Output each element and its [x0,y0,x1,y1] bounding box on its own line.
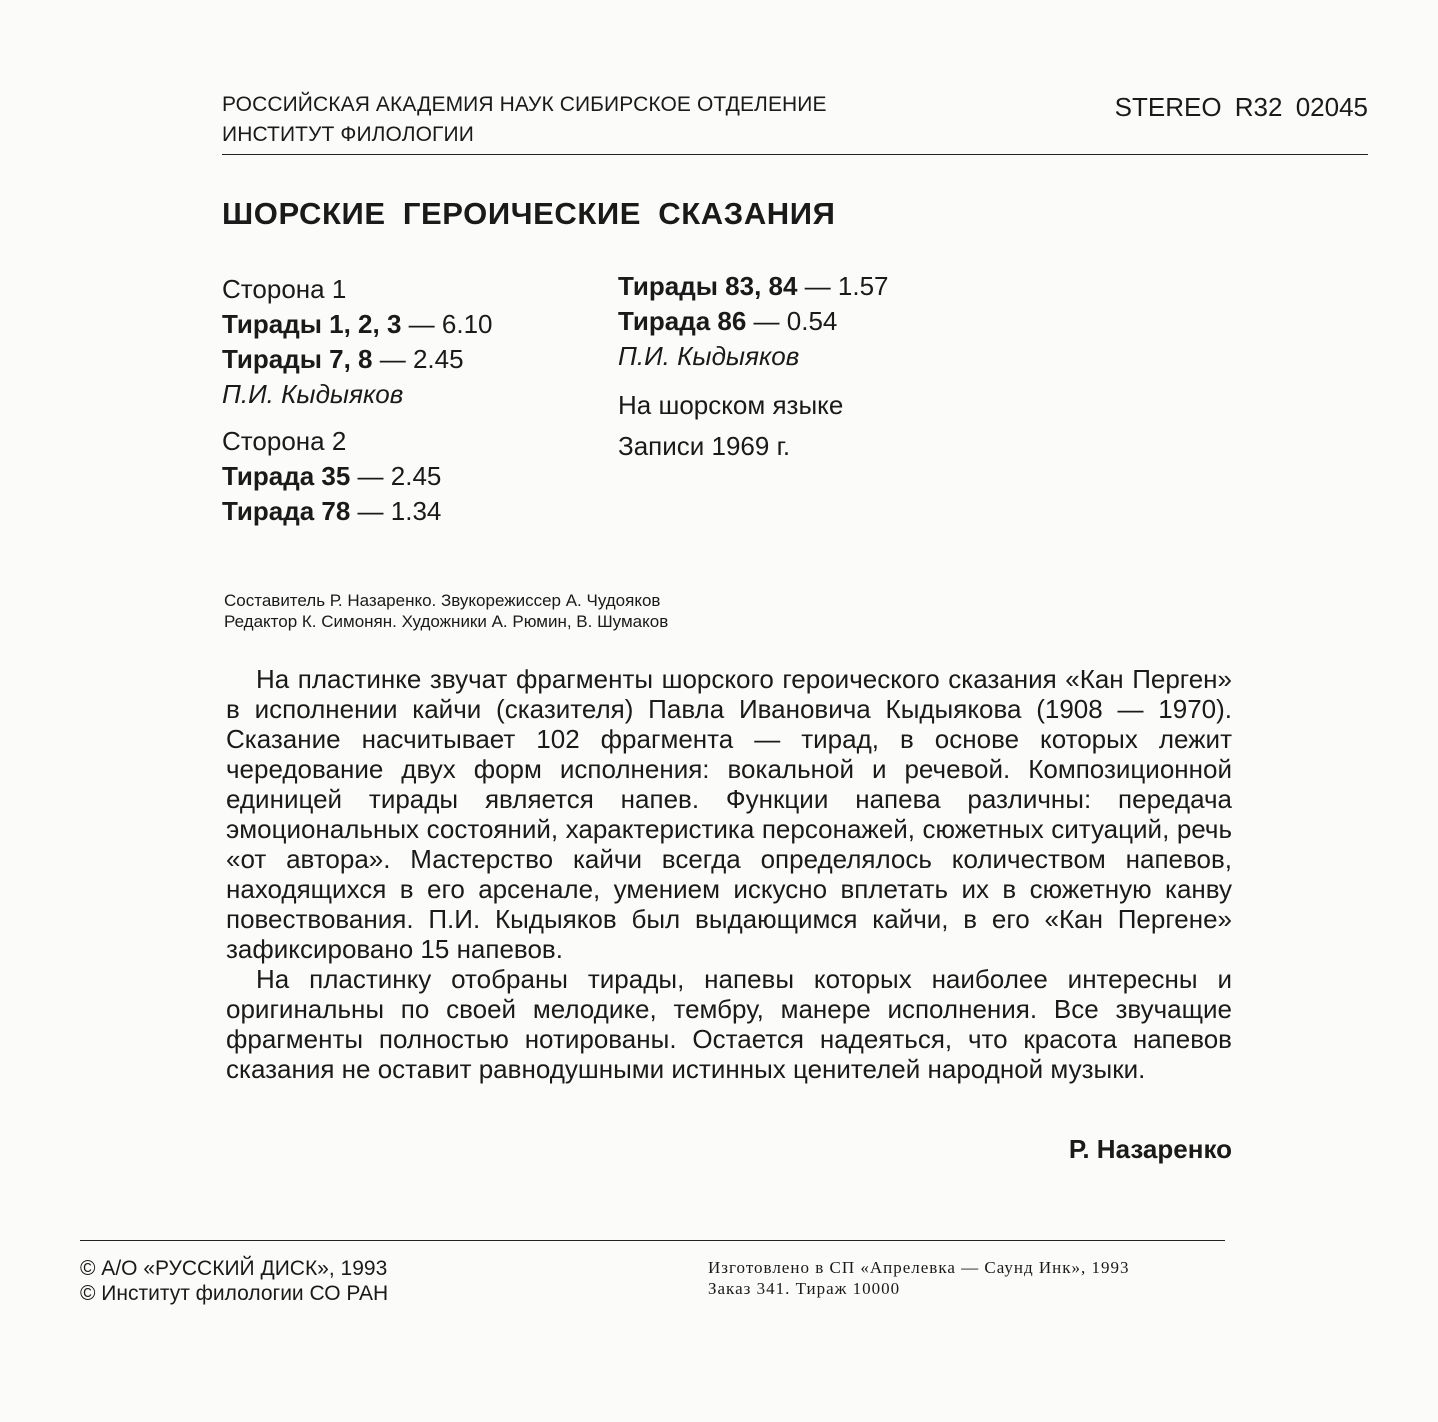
bottom-divider [80,1240,1225,1241]
top-divider [222,154,1368,155]
track-name: Тирады 7, 8 [222,344,373,374]
track-row [222,494,493,529]
copyright-line-2: © Институт филологии СО РАН [80,1282,389,1305]
credits-line-1: Составитель Р. Назаренко. Звукорежиссер А. Чудояков [224,591,661,610]
credits-line-2: Редактор К. Симонян. Художники А. Рюмин, В. Шумаков [224,612,669,631]
track-name: Тирада 86 [618,306,747,336]
liner-paragraph-1: На пластинке звучат фрагменты шорского героического сказания «Кан Перген» в исполнении кайчи (сказителя) Павла Ивановича Кыдыякова (1908 — 1970). Сказание насчитывает 102 фрагмента — тирад, в основе которых лежит чередование двух форм исполнения: вокальной и речевой. Композиционной единицей тирады является напев. Функции напева различны: передача эмоциональных состояний, характеристика персонажей, сюжетных ситуаций, речь «от автора». Мастерство кайчи всегда определялось количеством напевов, находящихся в его арсенале, умением искусно вплетать их в сюжетную канву повествования. П.И. Кыдыяков был выдающимся кайчи, в его «Кан Пергене» зафиксировано 15 напевов. [226,664,1232,964]
track-duration: — 2.45 [350,461,442,491]
tracklist-right [618,269,889,464]
organization-header [222,90,827,150]
track-duration: — 2.45 [372,344,464,374]
track-row [222,342,493,377]
manufacturer-line-2: Заказ 341. Тираж 10000 [708,1279,901,1298]
track-row [618,304,889,339]
liner-author: Р. Назаренко [1068,1134,1232,1164]
liner-paragraph-2: На пластинку отобраны тирады, напевы которых наиболее интересны и оригинальны по своей мелодике, тембру, манере исполнения. Все звучащие фрагменты полностью нотированы. Остается надеяться, что красота напевов сказания не оставит равнодушными истинных ценителей народной музыки. [226,964,1232,1084]
side-2-label: Сторона 2 [222,426,347,456]
copyright-block [80,1256,388,1306]
track-duration: — 0.54 [746,306,838,336]
track-duration: — 1.57 [797,271,889,301]
production-credits [224,590,668,632]
track-duration: — 6.10 [401,309,493,339]
track-name: Тирада 35 [222,461,351,491]
track-row [222,307,493,342]
side-1-performer: П.И. Кыдыяков [222,379,404,409]
liner-notes [226,664,1232,1084]
manufacturer-block [708,1257,1130,1299]
track-name: Тирады 83, 84 [618,271,798,301]
copyright-line-1: © А/О «РУССКИЙ ДИСК», 1993 [80,1257,388,1280]
catalog-number: STEREO R32 02045 [1114,92,1368,122]
album-title: ШОРСКИЕ ГЕРОИЧЕСКИЕ СКАЗАНИЯ [222,196,836,231]
tracklist-left [222,272,493,529]
track-row [618,269,889,304]
track-row [222,459,493,494]
language-note: На шорском языке [618,390,844,420]
side-1-label: Сторона 1 [222,274,347,304]
org-line-2: ИНСТИТУТ ФИЛОЛОГИИ [222,123,474,146]
track-name: Тирада 78 [222,496,351,526]
track-name: Тирады 1, 2, 3 [222,309,402,339]
side-2-performer: П.И. Кыдыяков [618,341,800,371]
org-line-1: РОССИЙСКАЯ АКАДЕМИЯ НАУК СИБИРСКОЕ ОТДЕЛЕНИЕ [222,93,827,116]
recording-year: Записи 1969 г. [618,431,791,461]
manufacturer-line-1: Изготовлено в СП «Апрелевка — Саунд Инк», 1993 [708,1258,1130,1277]
track-duration: — 1.34 [350,496,442,526]
